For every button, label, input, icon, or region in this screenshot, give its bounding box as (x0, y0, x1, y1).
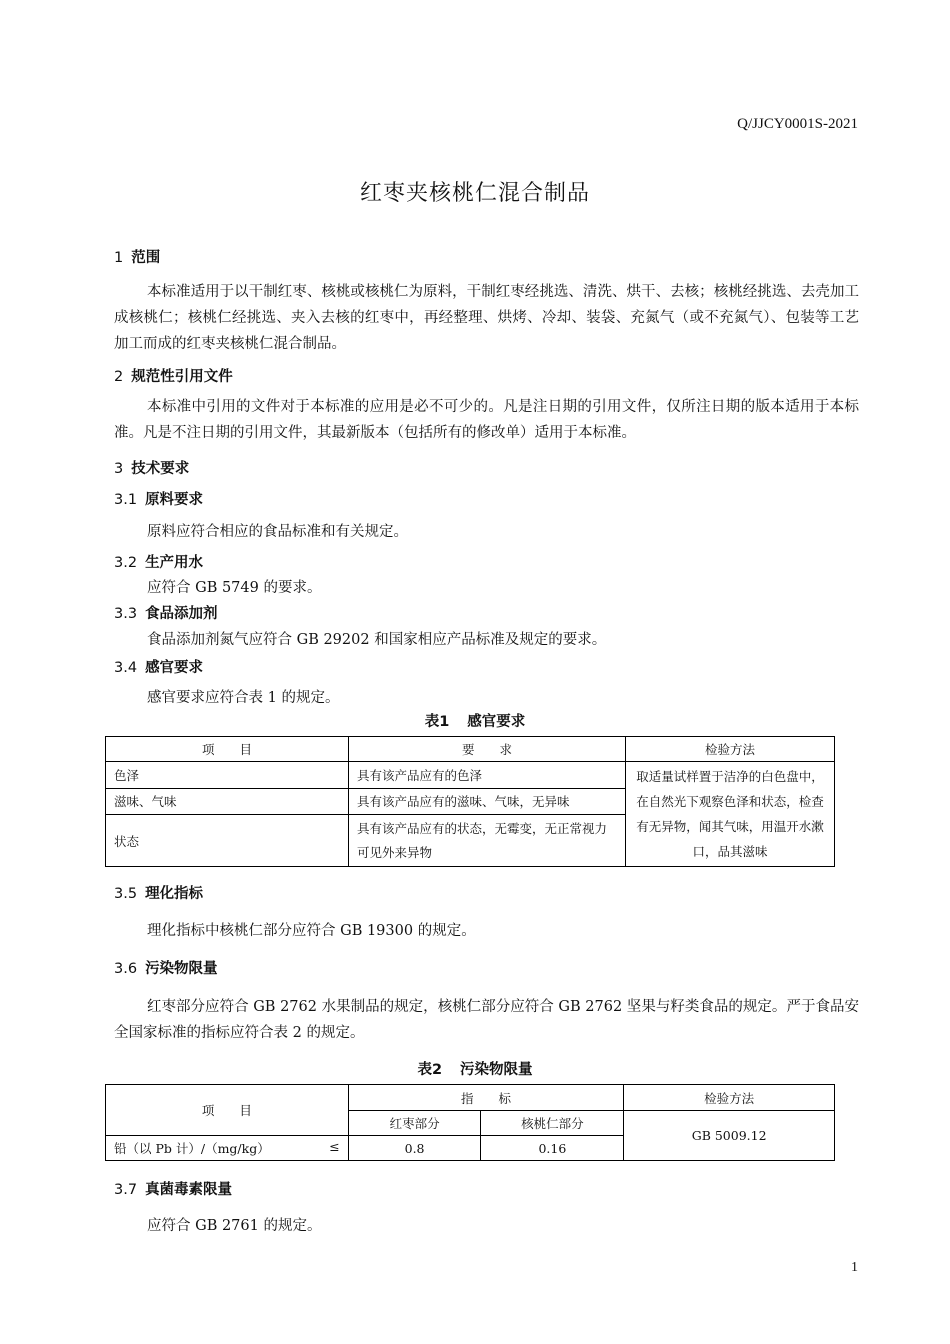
row-item: 色泽 (106, 762, 349, 789)
column-header-requirement: 要 求 (349, 737, 626, 762)
section-3-6-heading (114, 957, 218, 978)
caption-title: 污染物限量 (460, 1062, 533, 1078)
section-2-heading (114, 365, 233, 386)
row-requirement: 具有该产品应有的滋味、气味，无异味 (349, 788, 626, 815)
section-title: 污染物限量 (145, 961, 218, 977)
section-number: 3 (114, 461, 124, 477)
section-3-heading (114, 457, 189, 478)
column-header-jujube: 红枣部分 (348, 1111, 481, 1136)
column-header-walnut: 核桃仁部分 (481, 1111, 624, 1136)
row-item-label: 铅（以 Pb 计）/（mg/kg） (114, 1141, 270, 1156)
section-1-text: 本标准适用于以干制红枣、核桃或核桃仁为原料，干制红枣经挑选、清洗、烘干、去核；核桃经挑选、去壳加工成核桃仁；核桃仁经挑选、夹入去核的红枣中，再经整理、烘烤、冷却、装袋、充氮气（或不充氮气）、包装等工艺加工而成的红枣夹核桃仁混合制品。 (114, 284, 859, 352)
table-header-row (106, 737, 835, 762)
caption-number: 表2 (417, 1062, 443, 1078)
section-3-1-text: 原料应符合相应的食品标准和有关规定。 (147, 524, 408, 540)
less-equal-symbol: ≤ (329, 1139, 340, 1154)
row-item (106, 1136, 349, 1161)
row-jujube-value: 0.8 (348, 1136, 481, 1161)
section-number: 3.1 (114, 492, 138, 508)
caption-title: 感官要求 (467, 714, 526, 730)
row-item: 滋味、气味 (106, 788, 349, 815)
section-title: 规范性引用文件 (131, 369, 233, 385)
section-3-1-heading (114, 488, 203, 509)
section-3-3-text: 食品添加剂氮气应符合 GB 29202 和国家相应产品标准及规定的要求。 (147, 632, 607, 648)
row-walnut-value: 0.16 (481, 1136, 624, 1161)
section-title: 食品添加剂 (145, 606, 218, 622)
section-3-7-text: 应符合 GB 2761 的规定。 (147, 1218, 322, 1234)
column-header-method: 检验方法 (626, 737, 835, 762)
sensory-requirements-table (105, 736, 835, 867)
section-3-4-heading (114, 656, 203, 677)
caption-number: 表1 (424, 714, 450, 730)
page-number: 1 (851, 1260, 858, 1275)
section-title: 真菌毒素限量 (145, 1182, 233, 1198)
section-number: 3.3 (114, 606, 138, 622)
contaminant-limits-table (105, 1084, 835, 1161)
section-2-text: 本标准中引用的文件对于本标准的应用是必不可少的。凡是注日期的引用文件，仅所注日期的版本适用于本标准。凡是不注日期的引用文件，其最新版本（包括所有的修改单）适用于本标准。 (114, 399, 859, 441)
section-3-7-heading (114, 1178, 232, 1199)
standard-code: Q/JJCY0001S-2021 (737, 116, 858, 132)
section-3-6-text: 红枣部分应符合 GB 2762 水果制品的规定，核桃仁部分应符合 GB 2762 坚果与籽类食品的规定。严于食品安全国家标准的指标应符合表 2 的规定。 (114, 999, 859, 1041)
table-row (106, 762, 835, 789)
document-title: 红枣夹核桃仁混合制品 (359, 181, 590, 206)
column-header-index: 指 标 (348, 1085, 624, 1111)
section-number: 3.5 (114, 886, 138, 902)
section-3-4-text: 感官要求应符合表 1 的规定。 (147, 690, 340, 706)
section-3-3-heading (114, 602, 218, 623)
section-3-5-text: 理化指标中核桃仁部分应符合 GB 19300 的规定。 (147, 923, 476, 939)
column-header-method: 检验方法 (624, 1085, 835, 1111)
section-title: 生产用水 (145, 555, 204, 571)
row-requirement: 具有该产品应有的状态，无霉变，无正常视力可见外来异物 (349, 815, 626, 867)
section-1-heading (114, 246, 160, 267)
inspection-method: 取适量试样置于洁净的白色盘中，在自然光下观察色泽和状态，检查有无异物，闻其气味，用温开水漱口，品其滋味 (626, 762, 835, 867)
section-number: 3.4 (114, 660, 138, 676)
column-header-item: 项 目 (106, 737, 349, 762)
table-2-caption (0, 1058, 950, 1079)
section-title: 原料要求 (145, 492, 204, 508)
section-title: 范围 (131, 250, 161, 266)
row-item: 状态 (106, 815, 349, 867)
section-number: 3.2 (114, 555, 138, 571)
section-3-2-heading (114, 551, 203, 572)
table-header-row (106, 1085, 835, 1111)
section-number: 2 (114, 369, 124, 385)
row-requirement: 具有该产品应有的色泽 (349, 762, 626, 789)
section-number: 1 (114, 250, 124, 266)
section-title: 感官要求 (145, 660, 204, 676)
inspection-method: GB 5009.12 (624, 1111, 835, 1161)
section-number: 3.6 (114, 961, 138, 977)
section-number: 3.7 (114, 1182, 138, 1198)
section-3-2-text: 应符合 GB 5749 的要求。 (147, 580, 322, 596)
column-header-item: 项 目 (106, 1085, 349, 1136)
section-title: 理化指标 (145, 886, 204, 902)
section-3-5-heading (114, 882, 203, 903)
section-title: 技术要求 (131, 461, 190, 477)
table-1-caption (0, 710, 950, 731)
